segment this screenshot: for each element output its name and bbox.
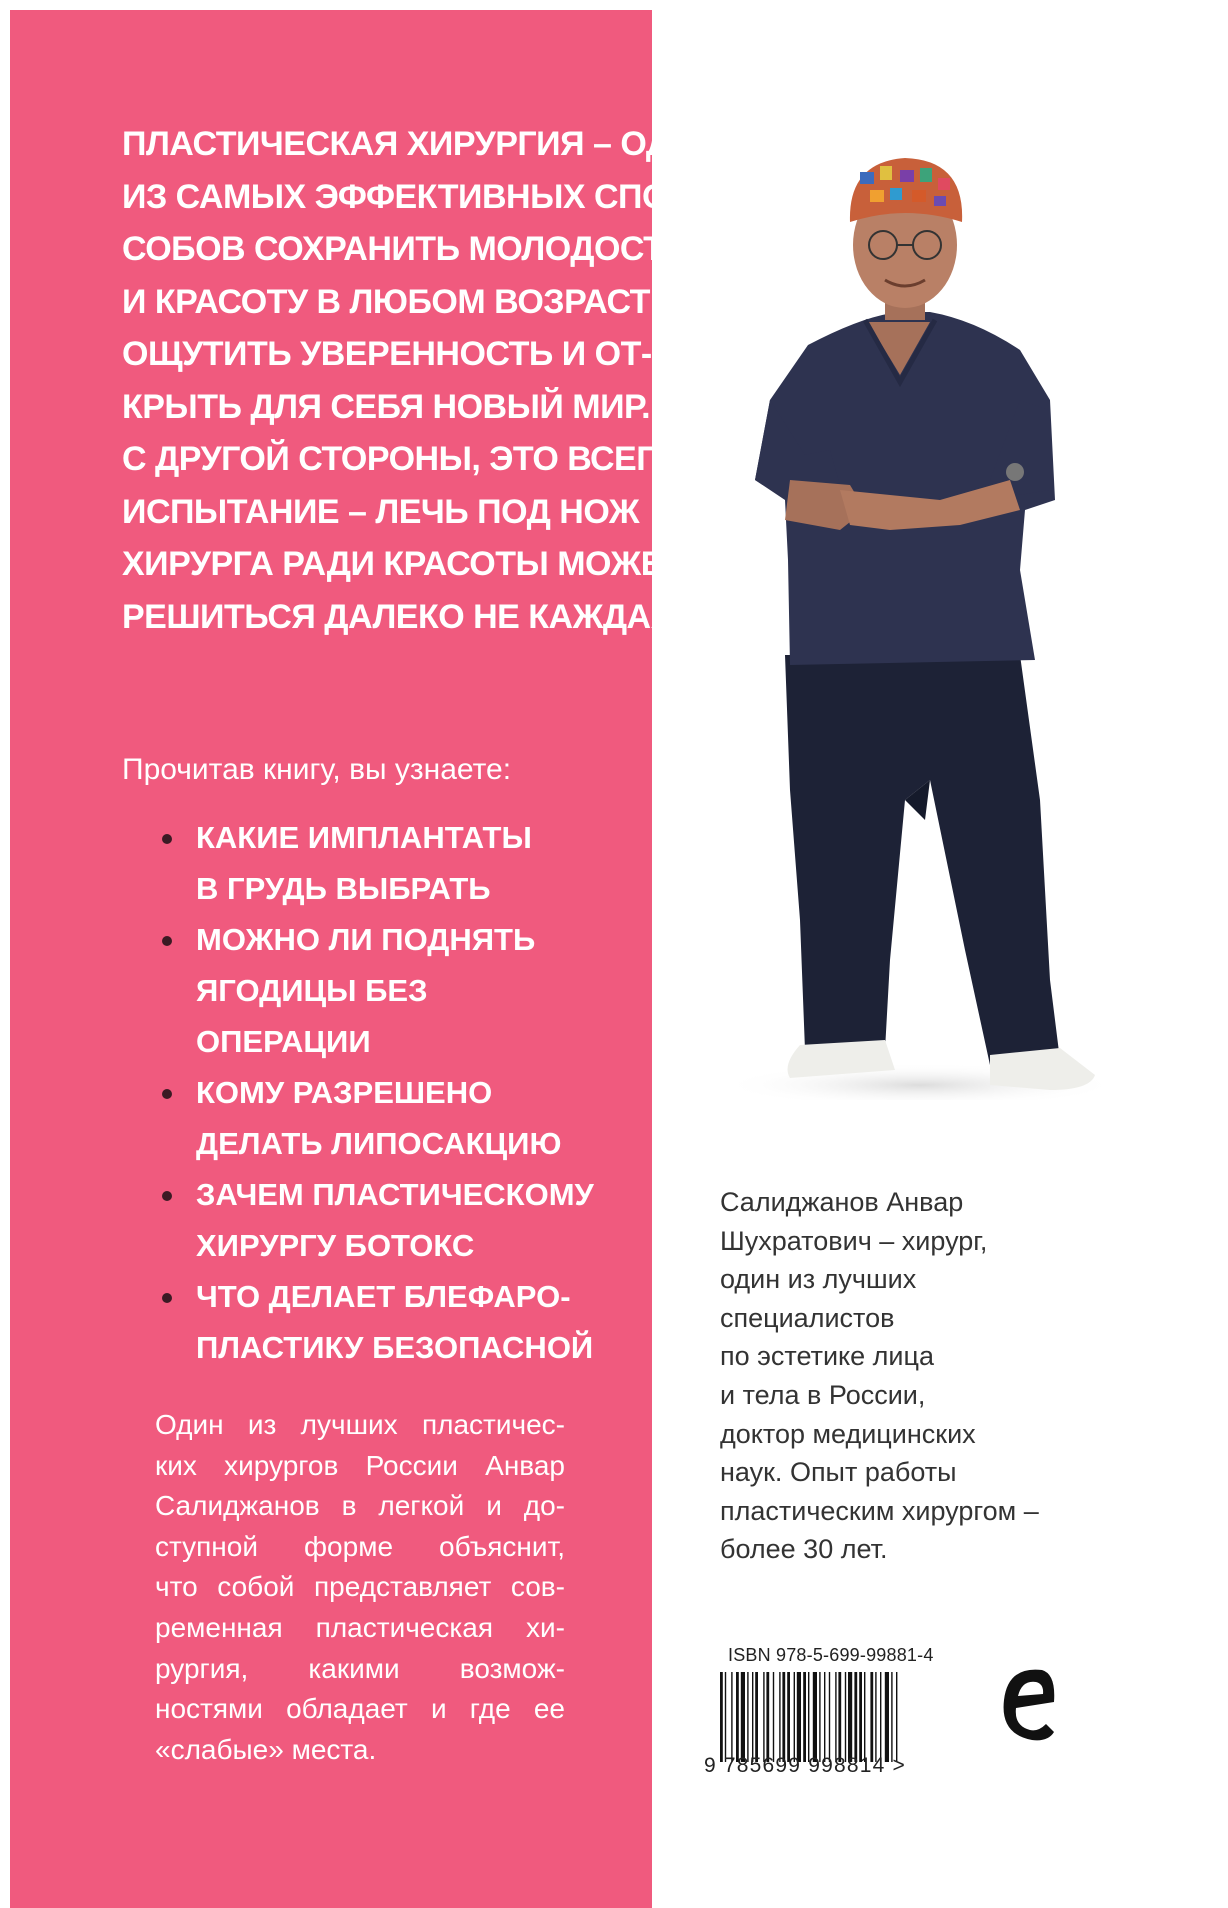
description-line: Один из лучших пластичес-	[155, 1409, 565, 1440]
bio-line: специалистов	[720, 1302, 895, 1333]
barcode-digits: 9 785699 998814 >	[704, 1754, 906, 1777]
list-item	[160, 1271, 600, 1373]
bio-line: Шухратович – хирург,	[720, 1225, 988, 1256]
bullet-dot-icon	[162, 1089, 172, 1099]
lead-line: ИЗ САМЫХ ЭФФЕКТИВНЫХ СПО-	[122, 177, 679, 216]
bio-line: Салиджанов Анвар	[720, 1187, 964, 1217]
lead-line: РЕШИТЬСЯ ДАЛЕКО НЕ КАЖДАЯ.	[122, 597, 684, 636]
bio-line: наук. Опыт работы	[720, 1457, 957, 1488]
description-line: ременная пластическая хи-	[155, 1611, 565, 1643]
publisher-logo-icon	[990, 1656, 1060, 1752]
description-line: что собой представляет сов-	[155, 1571, 565, 1603]
lead-line: ПЛАСТИЧЕСКАЯ ХИРУРГИЯ – ОДИН	[122, 125, 718, 163]
bio-line: и тела в России,	[720, 1379, 926, 1410]
bullet-dot-icon	[162, 936, 172, 946]
lead-text	[122, 118, 718, 643]
description-line: ступной форме объяснит,	[155, 1530, 565, 1562]
description-line: ких хирургов России Анвар	[155, 1449, 565, 1481]
bullet-list	[160, 812, 600, 1373]
description-line: Салиджанов в легкой и до-	[155, 1490, 565, 1522]
bullet-text: МОЖНО ЛИ ПОДНЯТЬ ЯГОДИЦЫ БЕЗ ОПЕРАЦИИ	[196, 922, 536, 1059]
bullet-text: КАКИЕ ИМПЛАНТАТЫ В ГРУДЬ ВЫБРАТЬ	[196, 820, 532, 906]
bio-line: по эстетике лица	[720, 1341, 934, 1372]
bio-line: доктор медицинских	[720, 1418, 976, 1449]
lead-line: И КРАСОТУ В ЛЮБОМ ВОЗРАСТЕ,	[122, 282, 682, 321]
bullet-text: ЗАЧЕМ ПЛАСТИЧЕСКОМУ ХИРУРГУ БОТОКС	[196, 1177, 594, 1263]
bullet-text: КОМУ РАЗРЕШЕНО ДЕЛАТЬ ЛИПОСАКЦИЮ	[196, 1075, 562, 1161]
bio-line: пластическим хирургом –	[720, 1495, 1039, 1526]
lead-line: ХИРУРГА РАДИ КРАСОТЫ МОЖЕТ	[122, 545, 684, 583]
description-text	[155, 1405, 565, 1770]
bullet-dot-icon	[162, 1191, 172, 1201]
lead-line: КРЫТЬ ДЛЯ СЕБЯ НОВЫЙ МИР.	[122, 387, 651, 426]
list-item	[160, 812, 600, 914]
surgeon-portrait-icon	[690, 100, 1120, 1100]
barcode-icon	[718, 1672, 958, 1762]
list-item	[160, 1067, 600, 1169]
lead-line: СОБОВ СОХРАНИТЬ МОЛОДОСТЬ	[122, 230, 688, 268]
bullet-dot-icon	[162, 1293, 172, 1303]
isbn-label: ISBN 978-5-699-99881-4	[728, 1645, 934, 1665]
lead-line: ИСПЫТАНИЕ – ЛЕЧЬ ПОД НОЖ	[122, 492, 640, 531]
bullet-dot-icon	[162, 834, 172, 844]
lead-line: ОЩУТИТЬ УВЕРЕННОСТЬ И ОТ-	[122, 335, 652, 373]
list-item	[160, 914, 600, 1067]
description-line: «слабые» места.	[155, 1733, 377, 1765]
intro-text: Прочитав книгу, вы узнаете:	[122, 753, 512, 786]
bullet-text: ЧТО ДЕЛАЕТ БЛЕФАРО- ПЛАСТИКУ БЕЗОПАСНОЙ	[196, 1279, 594, 1365]
lead-line: С ДРУГОЙ СТОРОНЫ, ЭТО ВСЕГДА	[122, 440, 702, 478]
author-bio	[720, 1183, 1060, 1569]
description-line: ностями обладает и где ее	[155, 1693, 565, 1725]
bio-line: один из лучших	[720, 1264, 917, 1295]
list-item	[160, 1169, 600, 1271]
bio-line: более 30 лет.	[720, 1534, 888, 1565]
description-line: рургия, какими возмож-	[155, 1652, 565, 1684]
